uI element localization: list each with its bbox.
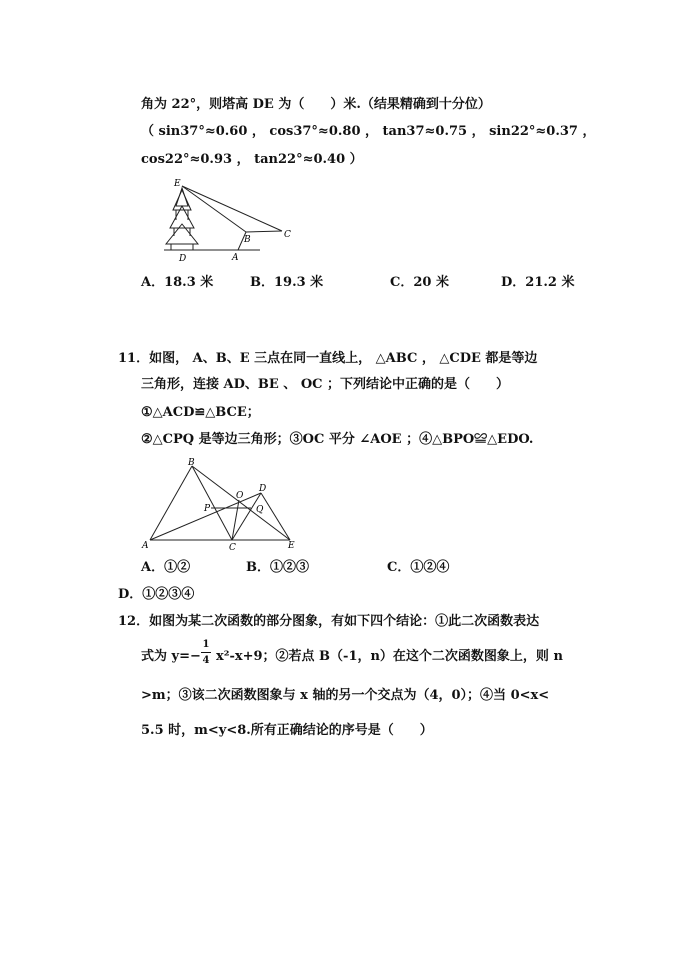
fig10-label-B: B xyxy=(244,235,251,245)
q12-fraction-numerator: 1 xyxy=(202,639,210,650)
q12-fraction-denominator: 4 xyxy=(202,655,210,666)
q10-text-line2: （ sin37°≈0.60 ， cos37°≈0.80 ， tan37≈0.75 ， sin22°≈0.37 ， xyxy=(141,124,596,139)
q12-text-line3: >m；③该二次函数图象与 x 轴的另一个交点为（4，0）；④当 0<x< xyxy=(141,688,550,703)
fig11-label-A: A xyxy=(142,541,149,551)
q10-option-b[interactable]: B．19.3 米 xyxy=(250,275,324,290)
q11-option-c[interactable]: C．①②④ xyxy=(387,560,450,575)
q10-text-line1: 角为 22°，则塔高 DE 为（ ）米.（结果精确到十分位） xyxy=(141,97,491,112)
q12-text-line4: 5.5 时，m<y<8.所有正确结论的序号是（ ） xyxy=(141,723,433,738)
q12-text-line2-prefix: 式为 y=− xyxy=(141,649,201,664)
q12-text-line2-suffix: x²-x+9；②若点 B（-1，n）在这个二次函数图象上，则 n xyxy=(216,649,563,664)
fig10-label-C: C xyxy=(284,230,291,240)
q11-option-a[interactable]: A．①② xyxy=(141,560,191,575)
fig11-label-O: O xyxy=(236,491,244,501)
fig10-label-D: D xyxy=(179,254,187,264)
q12-fraction-bar xyxy=(201,652,211,653)
q10-option-a[interactable]: A．18.3 米 xyxy=(141,275,214,290)
q10-text-line3: cos22°≈0.93 ， tan22°≈0.40 ） xyxy=(141,152,363,167)
q11-text-line1: 11．如图， A、B、E 三点在同一直线上， △ABC ， △CDE 都是等边 xyxy=(118,351,538,366)
fig11-label-P: P xyxy=(204,504,211,514)
fig11-label-E: E xyxy=(288,541,295,551)
q11-text-line2: 三角形，连接 AD、BE 、 OC ；下列结论中正确的是（ ） xyxy=(141,377,510,392)
q11-option-d[interactable]: D．①②③④ xyxy=(118,587,195,602)
fig11-label-D: D xyxy=(259,484,267,494)
fig11-label-B: B xyxy=(188,458,195,468)
fig11-label-Q: Q xyxy=(256,505,264,515)
q11-option-b[interactable]: B．①②③ xyxy=(246,560,309,575)
q11-triangle-figure xyxy=(140,456,310,551)
q12-text-line1: 12．如图为某二次函数的部分图象，有如下四个结论：①此二次函数表达 xyxy=(118,614,540,629)
fig10-label-E: E xyxy=(174,179,181,189)
q10-tower-figure xyxy=(160,176,300,266)
fig11-label-C: C xyxy=(229,543,236,551)
q11-text-line4: ②△CPQ 是等边三角形；③OC 平分 ∠AOE ；④△BPO≌△EDO. xyxy=(141,432,534,447)
q10-option-d[interactable]: D．21.2 米 xyxy=(501,275,575,290)
q11-text-line3: ①△ACD≌△BCE； xyxy=(141,405,260,420)
q10-option-c[interactable]: C．20 米 xyxy=(390,275,449,290)
fig10-label-A: A xyxy=(232,253,239,263)
